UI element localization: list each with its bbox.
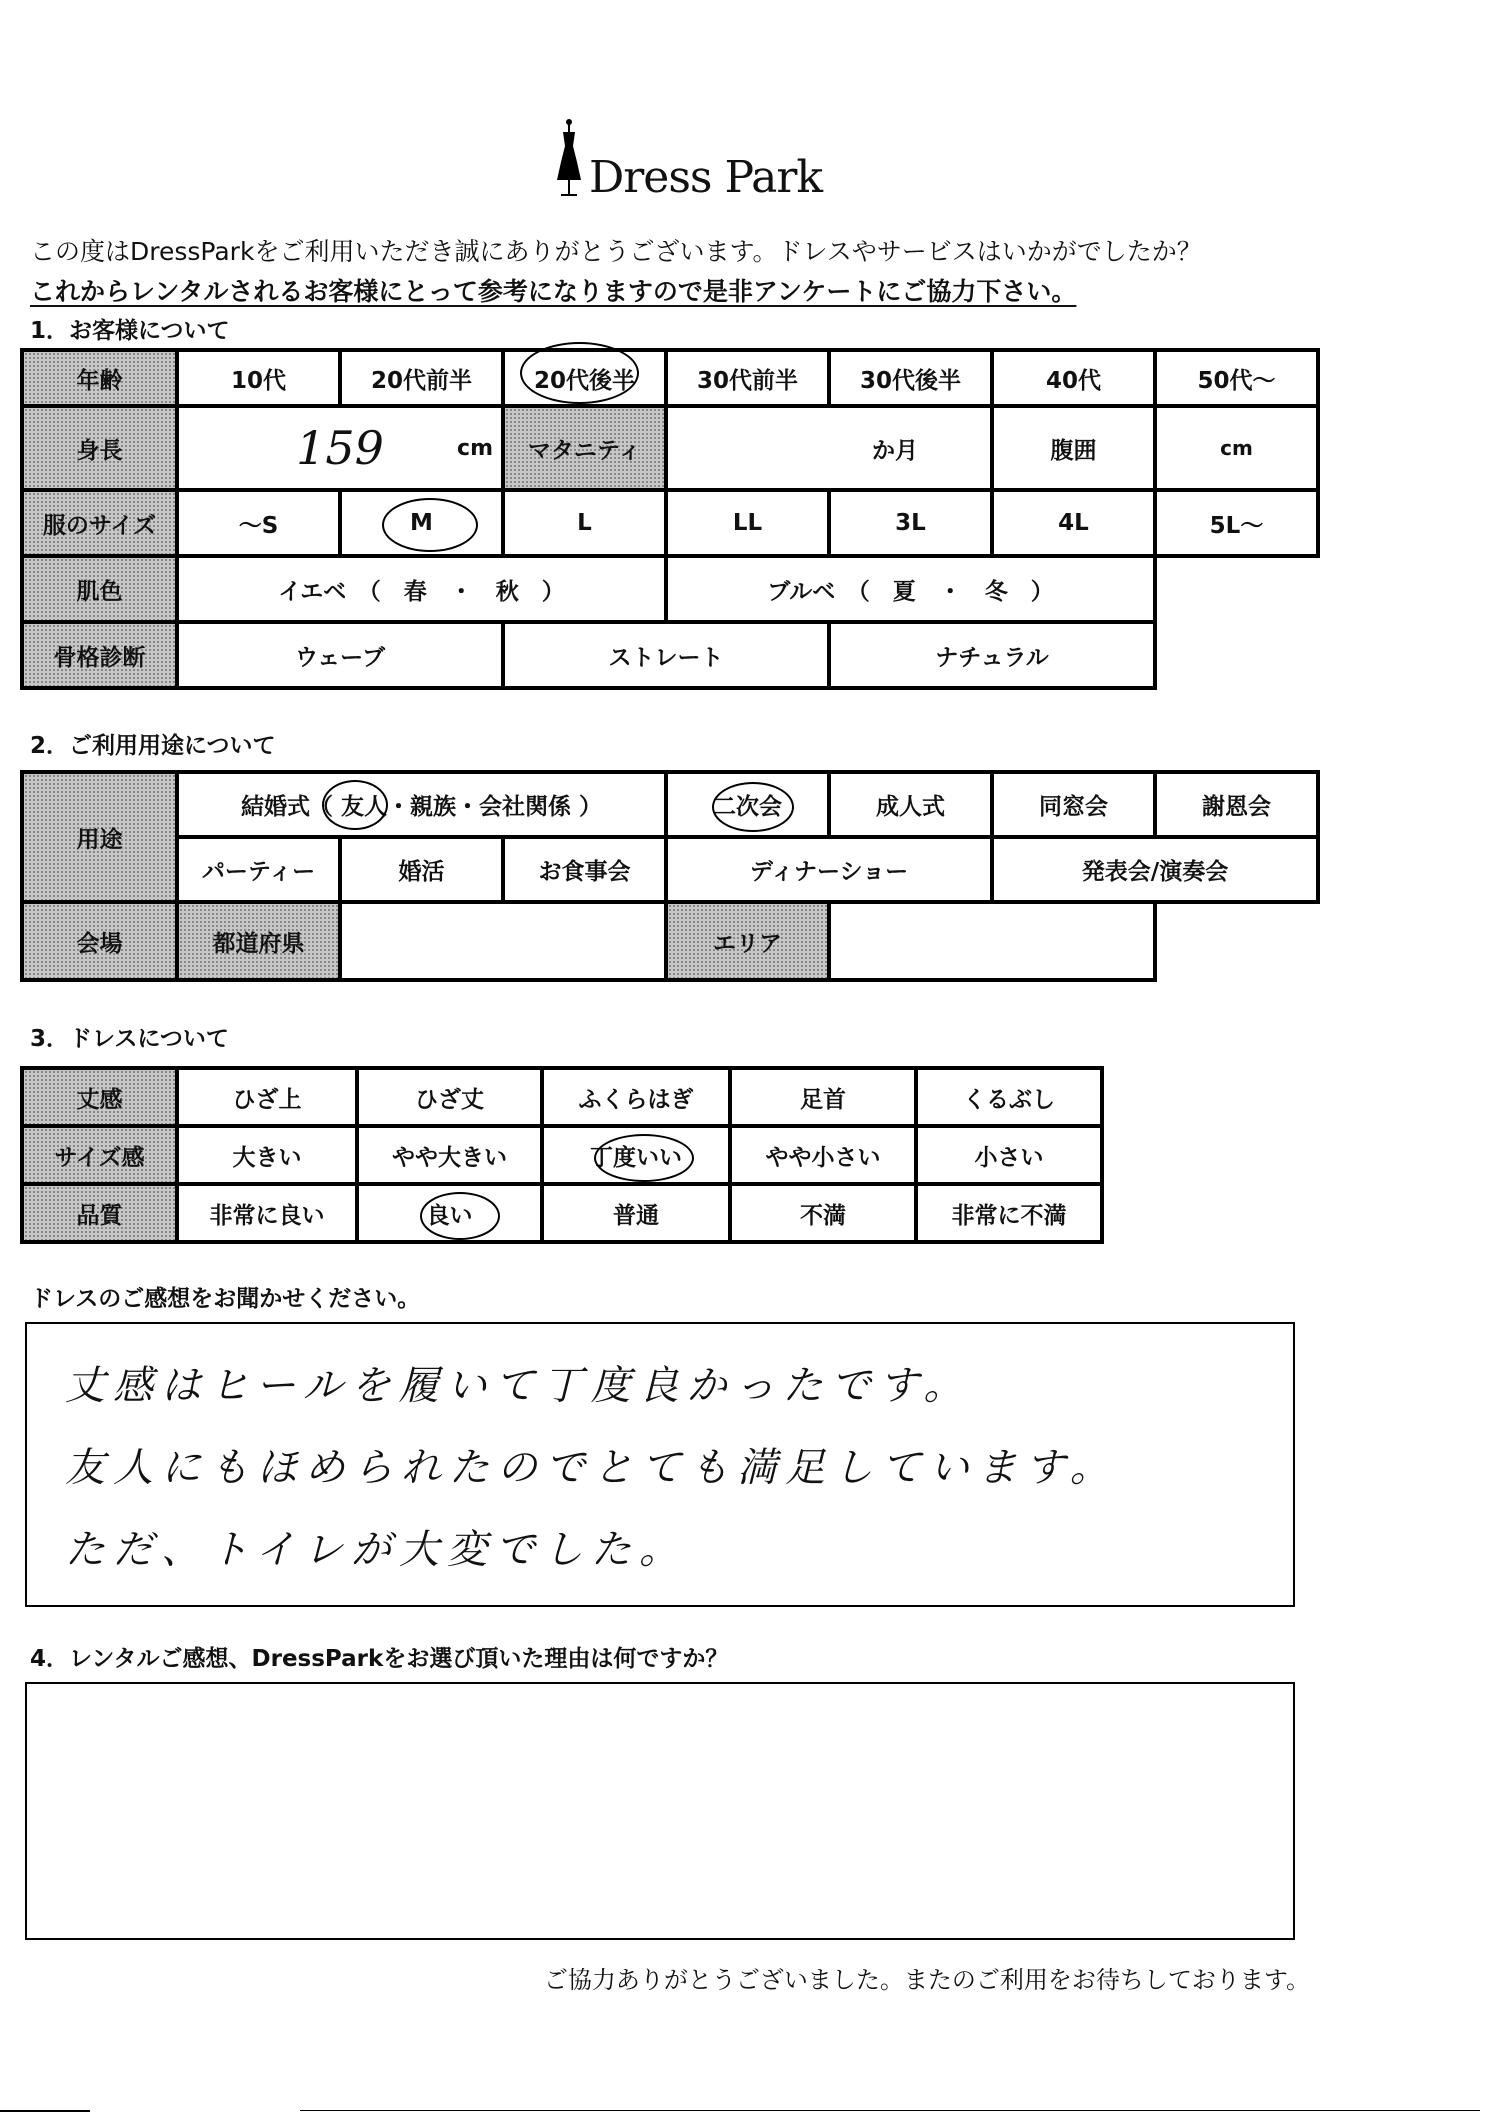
section-3-title: 3．ドレスについて <box>30 1026 229 1052</box>
quality-option[interactable]: 普通 <box>542 1184 730 1242</box>
quality-label: 品質 <box>22 1184 177 1242</box>
length-option[interactable]: ひざ丈 <box>357 1068 542 1126</box>
size-option[interactable]: LL <box>666 490 829 556</box>
height-field[interactable] <box>177 406 503 490</box>
height-unit: cm <box>457 435 493 461</box>
quality-option[interactable]: 非常に不満 <box>916 1184 1102 1242</box>
skeleton-option[interactable]: ストレート <box>503 622 829 688</box>
height-value: 159 <box>296 421 384 475</box>
age-label: 年齢 <box>22 350 177 406</box>
logo-wordmark: Dress Park <box>589 152 823 203</box>
skin-blue-option[interactable]: ブルベ （ 夏 ・ 冬 ） <box>666 556 1155 622</box>
age-option[interactable]: 50代～ <box>1155 350 1318 406</box>
purpose-option[interactable]: パーティー <box>177 837 340 902</box>
age-option[interactable]: 20代前半 <box>340 350 503 406</box>
months-label: か月 <box>872 437 918 464</box>
age-option-selected[interactable]: 20代後半 <box>503 350 666 406</box>
purpose-option[interactable]: お食事会 <box>503 837 666 902</box>
height-label: 身長 <box>22 406 177 490</box>
waist-field[interactable] <box>1155 406 1318 490</box>
quality-option[interactable]: 不満 <box>730 1184 916 1242</box>
fit-option[interactable]: 小さい <box>916 1126 1102 1184</box>
purpose-option-selected[interactable]: 二次会 <box>666 772 829 837</box>
age-option[interactable]: 10代 <box>177 350 340 406</box>
area-label: エリア <box>666 902 829 980</box>
fit-option[interactable]: やや小さい <box>730 1126 916 1184</box>
comment-line: 友人にもほめられたのでとても満足しています。 <box>65 1445 1118 1491</box>
length-option[interactable]: 足首 <box>730 1068 916 1126</box>
maternity-months-field[interactable] <box>666 406 992 490</box>
comment-line: 丈感はヒールを履いて丁度良かったです。 <box>65 1363 972 1409</box>
section-4-title: 4．レンタルご感想、DressParkをお選び頂いた理由は何ですか？ <box>30 1646 729 1672</box>
fit-option[interactable]: 大きい <box>177 1126 357 1184</box>
prefecture-field[interactable] <box>340 902 666 980</box>
maternity-label: マタニティ <box>503 406 666 490</box>
purpose-option[interactable]: 成人式 <box>829 772 992 837</box>
quality-option[interactable]: 非常に良い <box>177 1184 357 1242</box>
size-option[interactable]: 4L <box>992 490 1155 556</box>
purpose-option[interactable]: 発表会/演奏会 <box>992 837 1318 902</box>
size-option[interactable]: L <box>503 490 666 556</box>
age-option[interactable]: 30代後半 <box>829 350 992 406</box>
comment-line: ただ、トイレが大変でした。 <box>65 1527 687 1573</box>
purpose-wedding-option[interactable]: 結婚式（ 友人・親族・会社関係 ） <box>177 772 666 837</box>
size-option[interactable]: 3L <box>829 490 992 556</box>
skeleton-option[interactable]: ナチュラル <box>829 622 1155 688</box>
length-option[interactable]: ふくらはぎ <box>542 1068 730 1126</box>
scan-artifact-line <box>300 2110 1480 2111</box>
size-option[interactable]: 5L～ <box>1155 490 1318 556</box>
size-option[interactable]: ～S <box>177 490 340 556</box>
length-label: 丈感 <box>22 1068 177 1126</box>
venue-label: 会場 <box>22 902 177 980</box>
size-option-selected[interactable]: M <box>340 490 503 556</box>
skin-label: 肌色 <box>22 556 177 622</box>
comments-prompt: ドレスのご感想をお聞かせください。 <box>30 1286 421 1312</box>
waist-unit: cm <box>1220 436 1253 460</box>
comments-box[interactable] <box>25 1322 1295 1607</box>
intro-line-1: この度はDressParkをご利用いただき誠にありがとうございます。ドレスやサービスはいかがでしたか？ <box>30 237 1202 266</box>
length-option[interactable]: ひざ上 <box>177 1068 357 1126</box>
skeleton-label: 骨格診断 <box>22 622 177 688</box>
purpose-label: 用途 <box>22 772 177 902</box>
section-1-title: 1．お客様について <box>30 318 230 344</box>
logo <box>555 118 823 203</box>
scan-artifact-line <box>0 2110 90 2112</box>
fit-option-selected[interactable]: 丁度いい <box>542 1126 730 1184</box>
fit-option[interactable]: やや大きい <box>357 1126 542 1184</box>
age-option[interactable]: 40代 <box>992 350 1155 406</box>
footer-thanks: ご協力ありがとうございました。またのご利用をお待ちしております。 <box>543 1966 1310 1994</box>
reason-box[interactable] <box>25 1682 1295 1940</box>
fit-label: サイズ感 <box>22 1126 177 1184</box>
prefecture-label: 都道府県 <box>177 902 340 980</box>
quality-option-selected[interactable]: 良い <box>357 1184 542 1242</box>
size-label: 服のサイズ <box>22 490 177 556</box>
age-option[interactable]: 30代前半 <box>666 350 829 406</box>
area-field[interactable] <box>829 902 1155 980</box>
section-2-title: 2．ご利用用途について <box>30 733 276 759</box>
skeleton-option[interactable]: ウェーブ <box>177 622 503 688</box>
intro-line-2: これからレンタルされるお客様にとって参考になりますので是非アンケートにご協力下さい。 <box>30 277 1077 306</box>
dress-form-icon <box>555 118 583 200</box>
purpose-option[interactable]: 婚活 <box>340 837 503 902</box>
skin-yellow-option[interactable]: イエベ （ 春 ・ 秋 ） <box>177 556 666 622</box>
purpose-option[interactable]: ディナーショー <box>666 837 992 902</box>
purpose-option[interactable]: 謝恩会 <box>1155 772 1318 837</box>
length-option[interactable]: くるぶし <box>916 1068 1102 1126</box>
purpose-option[interactable]: 同窓会 <box>992 772 1155 837</box>
waist-label: 腹囲 <box>992 406 1155 490</box>
